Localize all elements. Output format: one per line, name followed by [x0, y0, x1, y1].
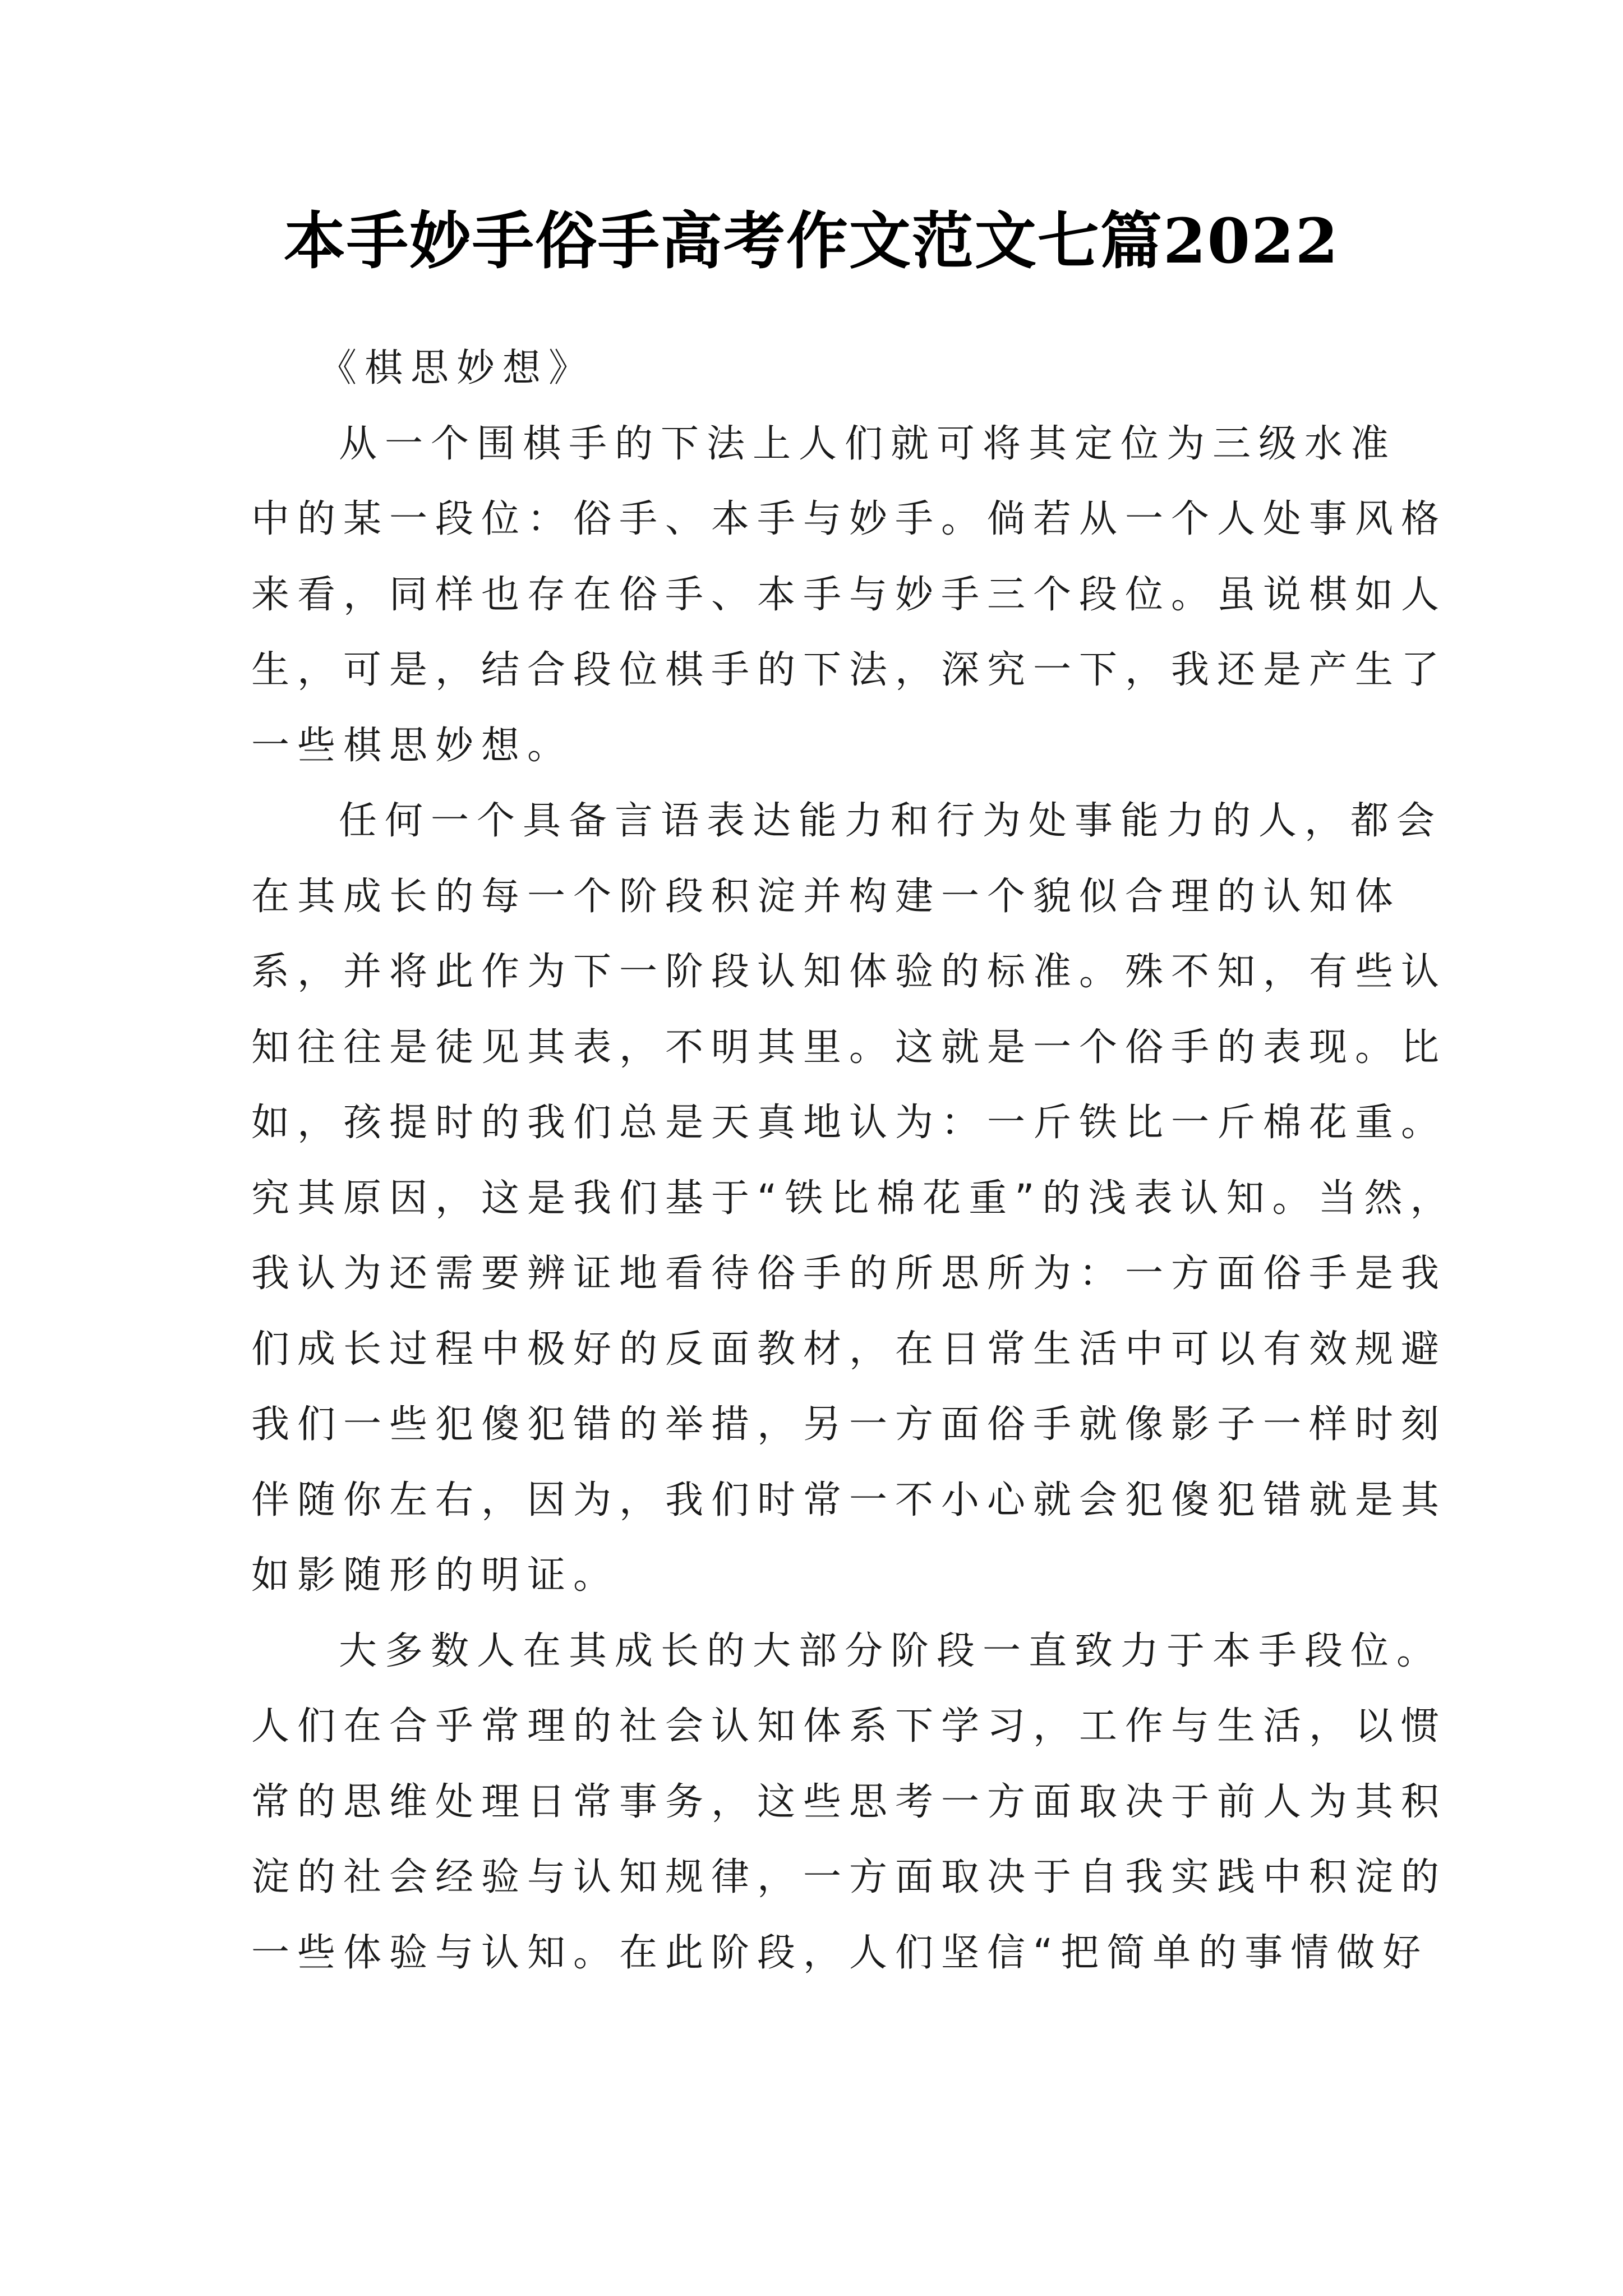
- text-line: 一些体验与认知。在此阶段，人们坚信“把简单的事情做好: [251, 1930, 1429, 1975]
- text-line: 在其成长的每一个阶段积淀并构建一个貌似合理的认知体: [251, 874, 1401, 919]
- document-body: [251, 331, 1456, 1991]
- text-line: 人们在合乎常理的社会认知体系下学习，工作与生活，以惯: [251, 1704, 1447, 1749]
- essay-subtitle: 《棋思妙想》: [319, 346, 595, 390]
- text-line: 我们一些犯傻犯错的举措，另一方面俗手就像影子一样时刻: [251, 1402, 1447, 1447]
- text-line: 如影随形的明证。: [251, 1553, 620, 1598]
- text-line: 一些棋思妙想。: [251, 723, 574, 768]
- text-line: 从一个围棋手的下法上人们就可将其定位为三级水准: [339, 421, 1397, 466]
- text-line: 生，可是，结合段位棋手的下法，深究一下，我还是产生了: [251, 648, 1447, 692]
- text-line: 究其原因，这是我们基于“铁比棉花重”的浅表认知。当然，: [251, 1176, 1456, 1221]
- text-line: 大多数人在其成长的大部分阶段一直致力于本手段位。: [339, 1628, 1443, 1673]
- text-line: 知往往是徒见其表，不明其里。这就是一个俗手的表现。比: [251, 1025, 1447, 1070]
- document-title: 本手妙手俗手高考作文范文七篇2022: [283, 205, 1340, 277]
- text-line: 中的某一段位：俗手、本手与妙手。倘若从一个人处事风格: [251, 497, 1447, 541]
- text-line: 我认为还需要辨证地看待俗手的所思所为：一方面俗手是我: [251, 1251, 1447, 1296]
- text-line: 任何一个具备言语表达能力和行为处事能力的人，都会: [339, 799, 1443, 843]
- text-line: 系，并将此作为下一阶段认知体验的标准。殊不知，有些认: [251, 950, 1447, 994]
- text-line: 伴随你左右，因为，我们时常一不小心就会犯傻犯错就是其: [251, 1478, 1447, 1522]
- text-line: 们成长过程中极好的反面教材，在日常生活中可以有效规避: [251, 1327, 1447, 1372]
- text-line: 来看，同样也存在俗手、本手与妙手三个段位。虽说棋如人: [251, 572, 1447, 617]
- text-line: 如，孩提时的我们总是天真地认为：一斤铁比一斤棉花重。: [251, 1101, 1447, 1145]
- text-line: 常的思维处理日常事务，这些思考一方面取决于前人为其积: [251, 1779, 1447, 1824]
- text-line: 淀的社会经验与认知规律，一方面取决于自我实践中积淀的: [251, 1855, 1447, 1899]
